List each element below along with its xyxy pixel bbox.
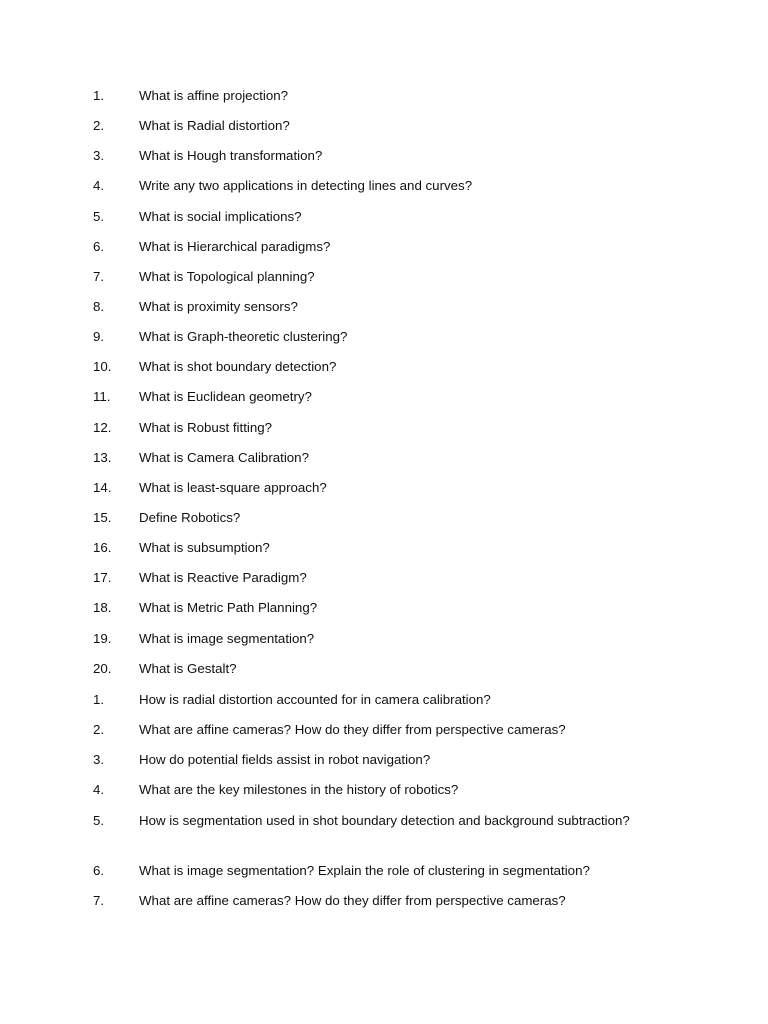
question-number: 2.	[93, 118, 105, 134]
question-number: 2.	[93, 722, 105, 738]
question-text: What are affine cameras? How do they differ from perspective cameras?	[139, 722, 566, 738]
question-text: What is Gestalt?	[139, 660, 237, 676]
question-text: What is least-square approach?	[139, 479, 327, 495]
question-number: 10.	[93, 359, 112, 375]
question-text: What is Hierarchical paradigms?	[139, 238, 331, 254]
question-item	[0, 205, 768, 235]
question-item	[0, 144, 768, 174]
question-item	[0, 778, 768, 808]
question-text: How is segmentation used in shot boundary detection and background subtraction?	[139, 812, 630, 828]
question-item	[0, 859, 768, 889]
question-number: 5.	[93, 208, 105, 224]
question-number: 7.	[93, 892, 105, 908]
question-item	[0, 688, 768, 718]
question-list-part1	[0, 84, 768, 687]
question-text: What is Topological planning?	[139, 268, 315, 284]
question-text: Define Robotics?	[139, 509, 241, 525]
question-item	[0, 627, 768, 657]
question-item	[0, 446, 768, 476]
question-number: 3.	[93, 752, 105, 768]
question-item	[0, 295, 768, 325]
question-number: 3.	[93, 148, 105, 164]
question-number: 1.	[93, 88, 105, 103]
question-text: What is Hough transformation?	[139, 148, 323, 164]
question-item	[0, 84, 768, 114]
question-text: What are affine cameras? How do they differ from perspective cameras?	[139, 892, 566, 908]
question-number: 4.	[93, 178, 105, 194]
question-number: 6.	[93, 238, 105, 254]
question-text: What is proximity sensors?	[139, 298, 298, 314]
question-item	[0, 235, 768, 265]
question-item	[0, 355, 768, 385]
question-number: 20.	[93, 660, 112, 676]
question-number: 14.	[93, 479, 112, 495]
question-text: What is Radial distortion?	[139, 118, 290, 134]
question-number: 18.	[93, 600, 112, 616]
question-number: 5.	[93, 812, 105, 828]
question-item	[0, 748, 768, 778]
question-item	[0, 476, 768, 506]
question-item	[0, 506, 768, 536]
question-item	[0, 114, 768, 144]
question-text: What is affine projection?	[139, 88, 289, 103]
question-item	[0, 809, 768, 839]
question-text: What are the key milestones in the history of robotics?	[139, 782, 459, 798]
question-number: 4.	[93, 782, 105, 798]
question-number: 16.	[93, 540, 112, 556]
question-item	[0, 536, 768, 566]
question-number: 17.	[93, 570, 112, 586]
question-number: 7.	[93, 268, 105, 284]
question-number: 8.	[93, 298, 105, 314]
question-text: Write any two applications in detecting lines and curves?	[139, 178, 473, 194]
question-text: What is Robust fitting?	[139, 419, 273, 435]
question-number: 1.	[93, 692, 105, 707]
question-text: How is radial distortion accounted for in camera calibration?	[139, 692, 491, 707]
question-text: What is Euclidean geometry?	[139, 389, 312, 405]
question-item	[0, 657, 768, 687]
question-number: 9.	[93, 329, 105, 345]
question-item	[0, 325, 768, 355]
question-text: What is Graph-theoretic clustering?	[139, 329, 348, 345]
question-item	[0, 174, 768, 204]
question-text: What is Metric Path Planning?	[139, 600, 318, 616]
question-item	[0, 265, 768, 295]
question-number: 11.	[93, 389, 111, 405]
question-number: 13.	[93, 449, 112, 465]
question-text: What is Reactive Paradigm?	[139, 570, 307, 586]
question-item	[0, 416, 768, 446]
question-text: How do potential fields assist in robot navigation?	[139, 752, 431, 768]
question-text: What is social implications?	[139, 208, 302, 224]
question-item	[0, 566, 768, 596]
question-number: 15.	[93, 509, 112, 525]
question-number: 6.	[93, 862, 105, 878]
question-text: What is image segmentation? Explain the role of clustering in segmentation?	[139, 862, 590, 878]
question-number: 12.	[93, 419, 112, 435]
question-text: What is shot boundary detection?	[139, 359, 337, 375]
question-number: 19.	[93, 630, 112, 646]
question-text: What is Camera Calibration?	[139, 449, 309, 465]
question-item	[0, 889, 768, 919]
question-item	[0, 385, 768, 415]
question-text: What is subsumption?	[139, 540, 270, 556]
question-text: What is image segmentation?	[139, 630, 315, 646]
question-item	[0, 596, 768, 626]
question-item	[0, 718, 768, 748]
question-list-part2	[0, 688, 768, 919]
